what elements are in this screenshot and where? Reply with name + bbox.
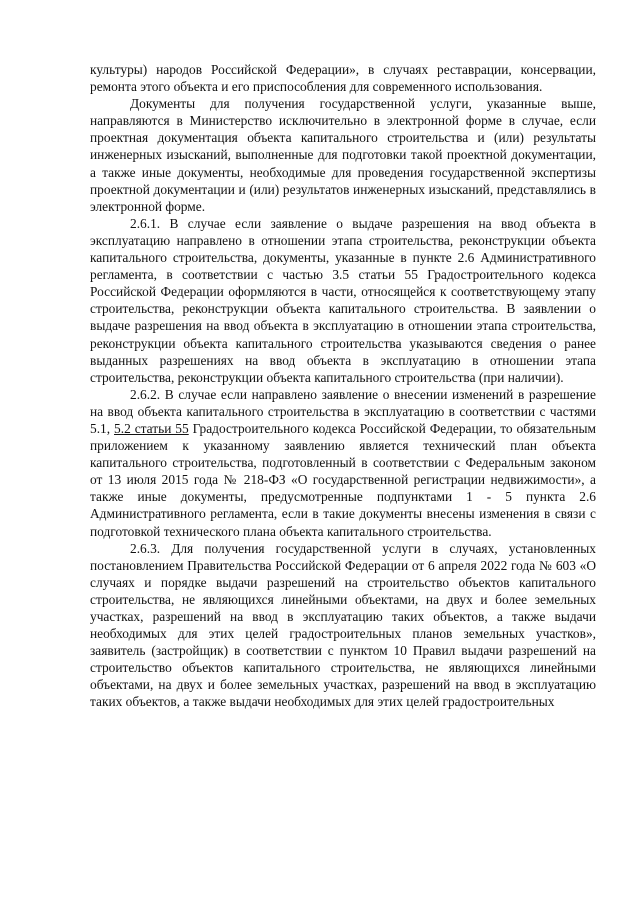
article-55-link[interactable]: 5.2 статьи 55	[114, 420, 189, 436]
paragraph-electronic-form: Документы для получения государственной услуги, указанные выше, направляются в Министерство исключительно в электронной форме в случае, если проектная документация объекта капитального строительства и (или) результаты инженерных изысканий, выполненные для подготовки такой проектной документации, а также иные документы, необходимые для проведения государственной экспертизы проектной документации и (или) результатов инженерных изысканий, представлялись в электронной форме.	[90, 96, 596, 214]
document-body	[90, 61, 596, 711]
paragraph-2-6-2-text-end: Градостроительного кодекса Российской Федерации, то обязательным приложением к указанному заявлению является технический план объекта капитального строительства, подготовленный в соответствии с Федеральным законом от 13 июля 2015 года № 218-ФЗ «О государственной регистрации недвижимости», а также иные документы, предусмотренные подпунктами 1 - 5 пункта 2.6 Административного регламента, если в такие документы внесены изменения в связи с подготовкой технического плана объекта капитального строительства.	[90, 420, 596, 539]
paragraph-2-6-1: 2.6.1. В случае если заявление о выдаче разрешения на ввод объекта в эксплуатацию направлено в отношении этапа строительства, реконструкции объекта капитального строительства, документы, указанные в пункте 2.6 Административного регламента, в соответствии с частью 3.5 статьи 55 Градостроительного кодекса Российской Федерации оформляются в части, относящейся к соответствующему этапу строительства, реконструкции объекта капитального строительства. В заявлении о выдаче разрешения на ввод объекта в эксплуатацию в отношении этапа строительства, реконструкции объекта капитального строительства указываются сведения о ранее выданных разрешениях на ввод объекта в эксплуатацию в отношении этапа строительства, реконструкции объекта капитального строительства (при наличии).	[90, 215, 596, 385]
paragraph-2-6-2-text-start: 2.6.2. В случае если направлено заявление о внесении изменений в разрешение на ввод объекта капитального строительства в эксплуатацию в соответствии с частями 5.1,	[90, 386, 596, 436]
paragraph-continuation: культуры) народов Российской Федерации», в случаях реставрации, консервации, ремонта этого объекта и его приспособления для современного использования.	[90, 62, 596, 95]
paragraph-2-6-2	[90, 386, 596, 540]
paragraph-2-6-3: 2.6.3. Для получения государственной услуги в случаях, установленных постановлением Правительства Российской Федерации от 6 апреля 2022 года № 603 «О случаях и порядке выдачи разрешений на строительство объектов капитального строительства, не являющихся линейными объектами, на двух и более земельных участках, разрешений на ввод в эксплуатацию таких объектов, а также выдачи необходимых для этих целей градостроительных планов земельных участков», заявитель (застройщик) в соответствии с пунктом 10 Правил выдачи разрешений на строительство объектов капитального строительства, не являющихся линейными объектами, на двух и более земельных участках, разрешений на ввод в эксплуатацию таких объектов, а также выдачи необходимых для этих целей градостроительных	[90, 540, 596, 710]
